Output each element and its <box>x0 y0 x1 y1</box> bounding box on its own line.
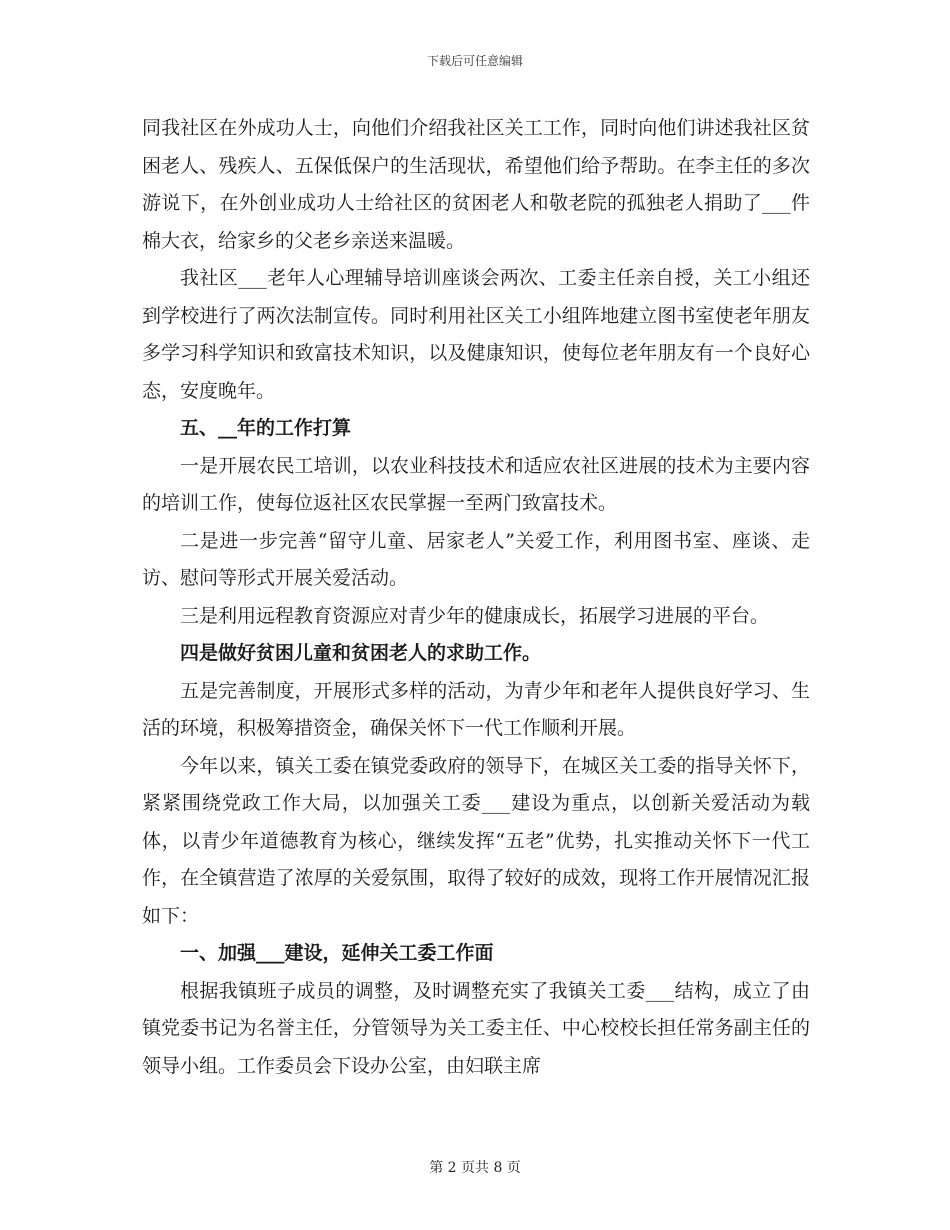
paragraph-plan-1: 一是开展农民工培训，以农业科技技术和适应农社区进展的技术为主要内容的培训工作，使每位返社区农民掌握一至两门致富技术。 <box>142 454 810 514</box>
paragraph-donation: 同我社区在外成功人士，向他们介绍我社区关工工作，同时向他们讲述我社区贫困老人、残疾人、五保低保户的生活现状，希望他们给予帮助。在李主任的多次游说下，在外创业成功人士给社区的贫困老人和敬老院的孤独老人捐助了___件棉大衣，给家乡的父老乡亲送来温暖。 <box>142 117 810 252</box>
paragraph-plan-4: 四是做好贫困儿童和贫困老人的求助工作。 <box>180 642 542 664</box>
page-number: 第 2 页共 8 页 <box>429 1160 521 1176</box>
paragraph-plan-2: 二是进一步完善“留守儿童、居家老人”关爱工作，利用图书室、座谈、走访、慰问等形式开展关爱活动。 <box>142 529 810 589</box>
paragraph-summary-intro: 今年以来，镇关工委在镇党委政府的领导下，在城区关工委的指导关怀下，紧紧围绕党政工作大局，以加强关工委___建设为重点，以创新关爱活动为载体，以青少年道德教育为核心，继续发挥“五老”优势，扎实推动关怀下一代工作，在全镇营造了浓厚的关爱氛围，取得了较好的成效，现将工作开展情况汇报如下： <box>142 754 810 927</box>
paragraph-plan-3: 三是利用远程教育资源应对青少年的健康成长，拓展学习进展的平台。 <box>180 604 770 627</box>
paragraph-organization: 根据我镇班子成员的调整，及时调整充实了我镇关工委___结构，成立了由镇党委书记为名誉主任，分管领导为关工委主任、中心校校长担任常务副主任的领导小组。工作委员会下设办公室，由妇联主席 <box>142 979 810 1077</box>
page-header: 下载后可任意编辑 <box>426 54 523 68</box>
paragraph-plan-5: 五是完善制度，开展形式多样的活动，为青少年和老年人提供良好学习、生活的环境，积极筹措资金，确保关怀下一代工作顺利开展。 <box>142 679 810 739</box>
section-heading-plans: 五、__年的工作打算 <box>180 417 352 439</box>
paragraph-training: 我社区___老年人心理辅导培训座谈会两次、工委主任亲自授，关工小组还到学校进行了两次法制宣传。同时利用社区关工小组阵地建立图书室使老年朋友多学习科学知识和致富技术知识，以及健康知识，使每位老年朋友有一个良好心态，安度晚年。 <box>142 267 810 402</box>
section-heading-organization: 一、加强___建设，延伸关工委工作面 <box>180 942 494 964</box>
document-body <box>142 110 810 1085</box>
